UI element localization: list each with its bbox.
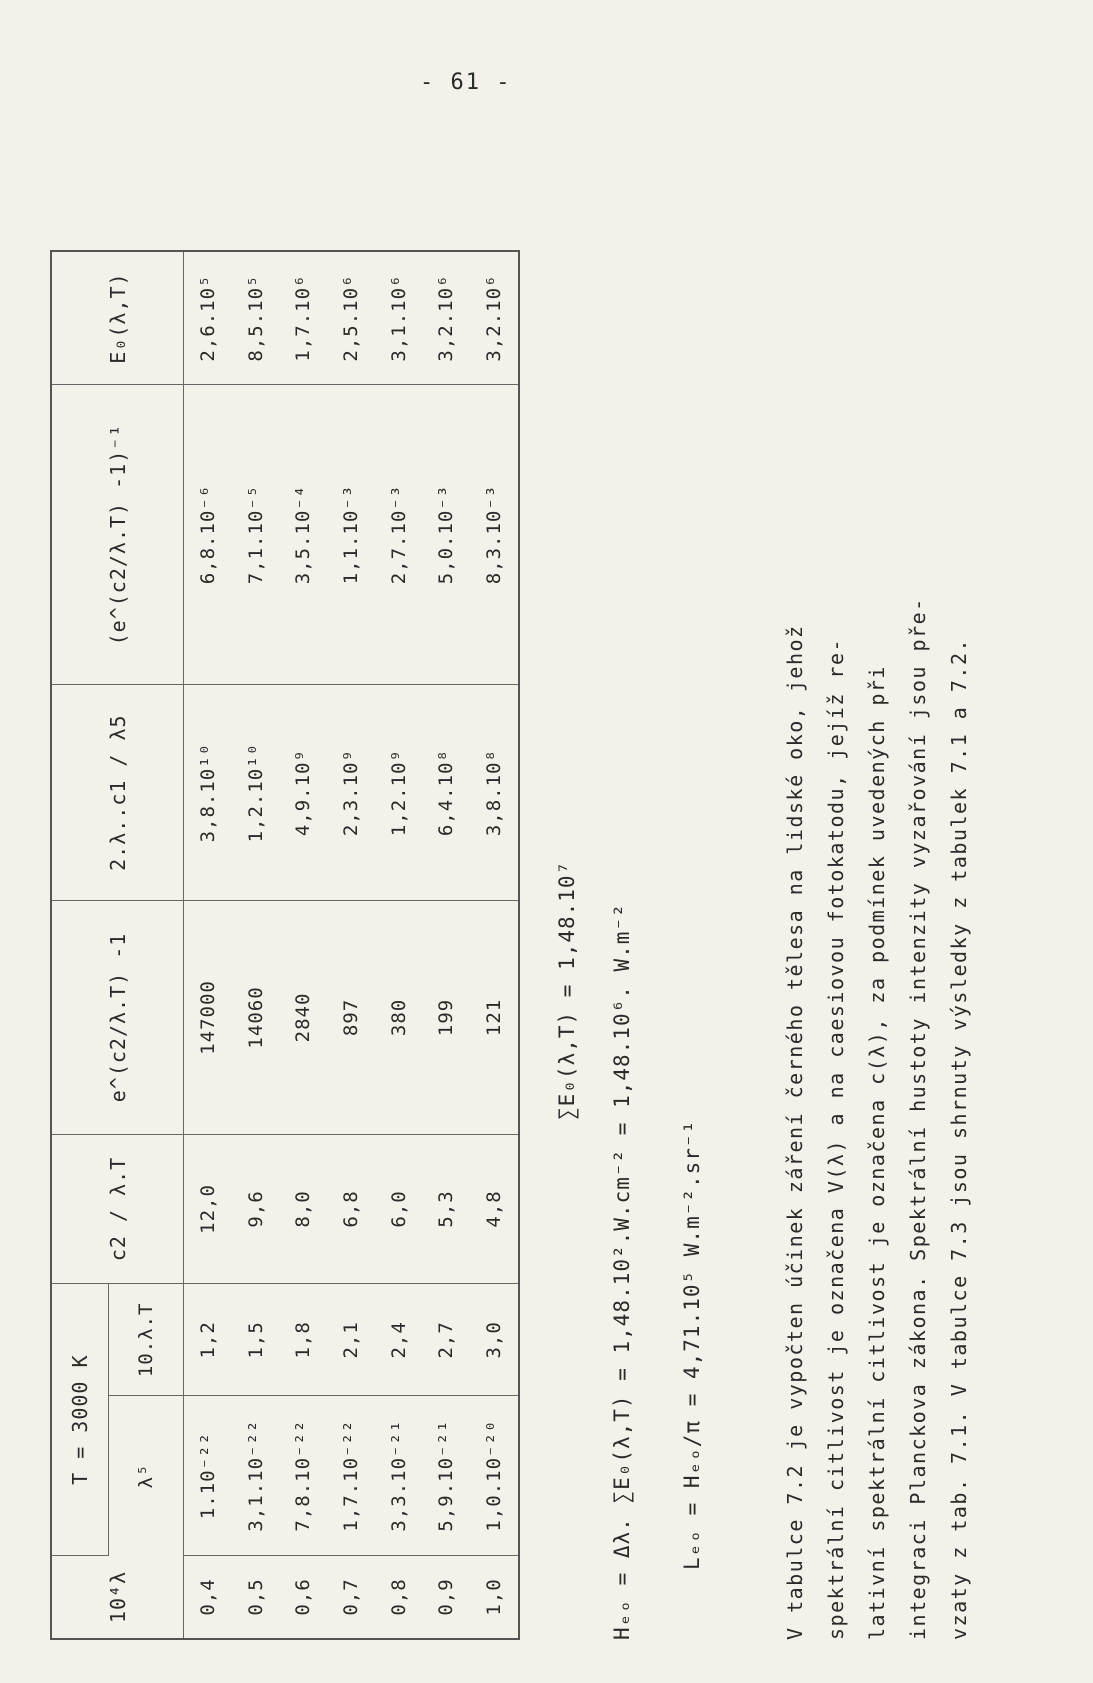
table-cell: 0,8 [387,1578,410,1616]
table-cell: 0,5 [244,1578,267,1616]
table-cell: 1,2 [184,1284,232,1396]
table-cell: 897 [327,901,375,1134]
table-cell: 121 [470,901,518,1134]
table-cell: 1,2.10⁹ [375,684,423,900]
table-cell: 9,6 [232,1134,280,1284]
table-cell: 6,8 [327,1134,375,1284]
header-10-lambda-t: 10.λ.T [109,1284,184,1396]
table-cell: 1,8 [280,1284,328,1396]
table-cell: 147000 [184,901,232,1134]
table-cell: 1,7.10⁶ [280,252,328,385]
table-cell: 8,5.10⁵ [232,252,280,385]
table-cell: 8,0 [280,1134,328,1284]
table-cell: 1,1.10⁻³ [327,385,375,685]
table-cell: 6,4.10⁸ [423,684,471,900]
header-exp-term: e^(c2/λ.T) -1 [52,901,184,1134]
body-line: lativní spektrální citlivost je označena c(λ), za podmínek uvedených při [865,665,889,1640]
table-row [184,252,232,1638]
body-text [775,250,980,1640]
header-c2-over-lambda-t: c2 / λ.T [52,1134,184,1284]
table-cell: 380 [375,901,423,1134]
table-cell: 6,8.10⁻⁶ [184,385,232,685]
header-lambda5: λ⁵ [109,1396,184,1556]
table-cell: 3,3.10⁻²¹ [375,1396,423,1556]
body-line: spektrální citlivost je označena V(λ) a na caesiovou fotokatodu, jejíž re- [824,637,848,1640]
table-cell: 1,7.10⁻²² [327,1396,375,1556]
table-cell: 1,2.10¹⁰ [232,684,280,900]
header-eo: E₀(λ,T) [52,252,184,385]
table-row [470,252,518,1638]
table-cell: 2,6.10⁵ [184,252,232,385]
table-cell: 1,0 [483,1578,506,1616]
table-cell: 5,9.10⁻²¹ [423,1396,471,1556]
table-cell: 2,7.10⁻³ [375,385,423,685]
table-cell: 0,4 [196,1578,219,1616]
table-row [232,252,280,1638]
formula-sum: ∑E₀(λ,T) = 1,48.10⁷ [555,860,579,1120]
table-cell: 7,8.10⁻²² [280,1396,328,1556]
header-inverse-term: (e^(c2/λ.T) -1)⁻¹ [52,385,184,685]
table-cell: 3,8.10⁸ [470,684,518,900]
table-cell: 0,9 [435,1578,458,1616]
table-cell: 5,3 [423,1134,471,1284]
table-row [327,252,375,1638]
table-cell: 1,0.10⁻²⁰ [470,1396,518,1556]
table-cell: 2,4 [375,1284,423,1396]
header-c1-term: 2.λ..c1 / λ5 [52,684,184,900]
table-cell: 2,3.10⁹ [327,684,375,900]
table-cell: 7,1.10⁻⁵ [232,385,280,685]
blackbody-table [50,250,520,1640]
table-cell: 3,8.10¹⁰ [184,684,232,900]
table-cell: 1,5 [232,1284,280,1396]
rotated-page-content [40,240,971,1640]
table-cell: 1.10⁻²² [184,1396,232,1556]
table-row [423,252,471,1638]
table-cell: 3,2.10⁶ [470,252,518,385]
table-cell: 0,6 [292,1578,315,1616]
table-cell: 4,9.10⁹ [280,684,328,900]
formula-leo: Lₑₒ = Hₑₒ/π = 4,71.10⁵ W.m⁻².sr⁻¹ [680,1119,704,1570]
page-number: - 61 - [420,70,512,95]
table-cell: 8,3.10⁻³ [470,385,518,685]
table-cell: 0,7 [340,1578,363,1616]
table-cell: 2840 [280,901,328,1134]
table-cell: 3,1.10⁶ [375,252,423,385]
header-wavelength: 10⁴λ [52,1555,184,1638]
table-cell: 199 [423,901,471,1134]
table-cell: 2,7 [423,1284,471,1396]
table-cell: 5,0.10⁻³ [423,385,471,685]
table-cell: 3,2.10⁶ [423,252,471,385]
table-row [280,252,328,1638]
table-cell: 3,0 [470,1284,518,1396]
body-line: vzaty z tab. 7.1. V tabulce 7.3 jsou shrnuty výsledky z tabulek 7.1 a 7.2. [947,637,971,1640]
table-cell: 3,5.10⁻⁴ [280,385,328,685]
table-cell: 2,5.10⁶ [327,252,375,385]
table-cell: 3,1.10⁻²² [232,1396,280,1556]
table-cell: 2,1 [327,1284,375,1396]
table-cell: 14060 [232,901,280,1134]
formula-heo: Hₑₒ = Δλ. ∑E₀(λ,T) = 1,48.10².W.cm⁻² = 1,48.10⁶. W.m⁻² [610,903,634,1640]
table-row [375,252,423,1638]
table-cell: 12,0 [184,1134,232,1284]
table-body [184,252,519,1638]
table-cell: 6,0 [375,1134,423,1284]
table-cell: 4,8 [470,1134,518,1284]
header-temperature: T = 3000 K [52,1284,109,1556]
body-line: integraci Planckova zákona. Spektrální hustoty intenzity vyzařování jsou pře- [906,597,930,1640]
body-line: V tabulce 7.2 je vypočten účinek záření černého tělesa na lidské oko, jehož [783,624,807,1640]
